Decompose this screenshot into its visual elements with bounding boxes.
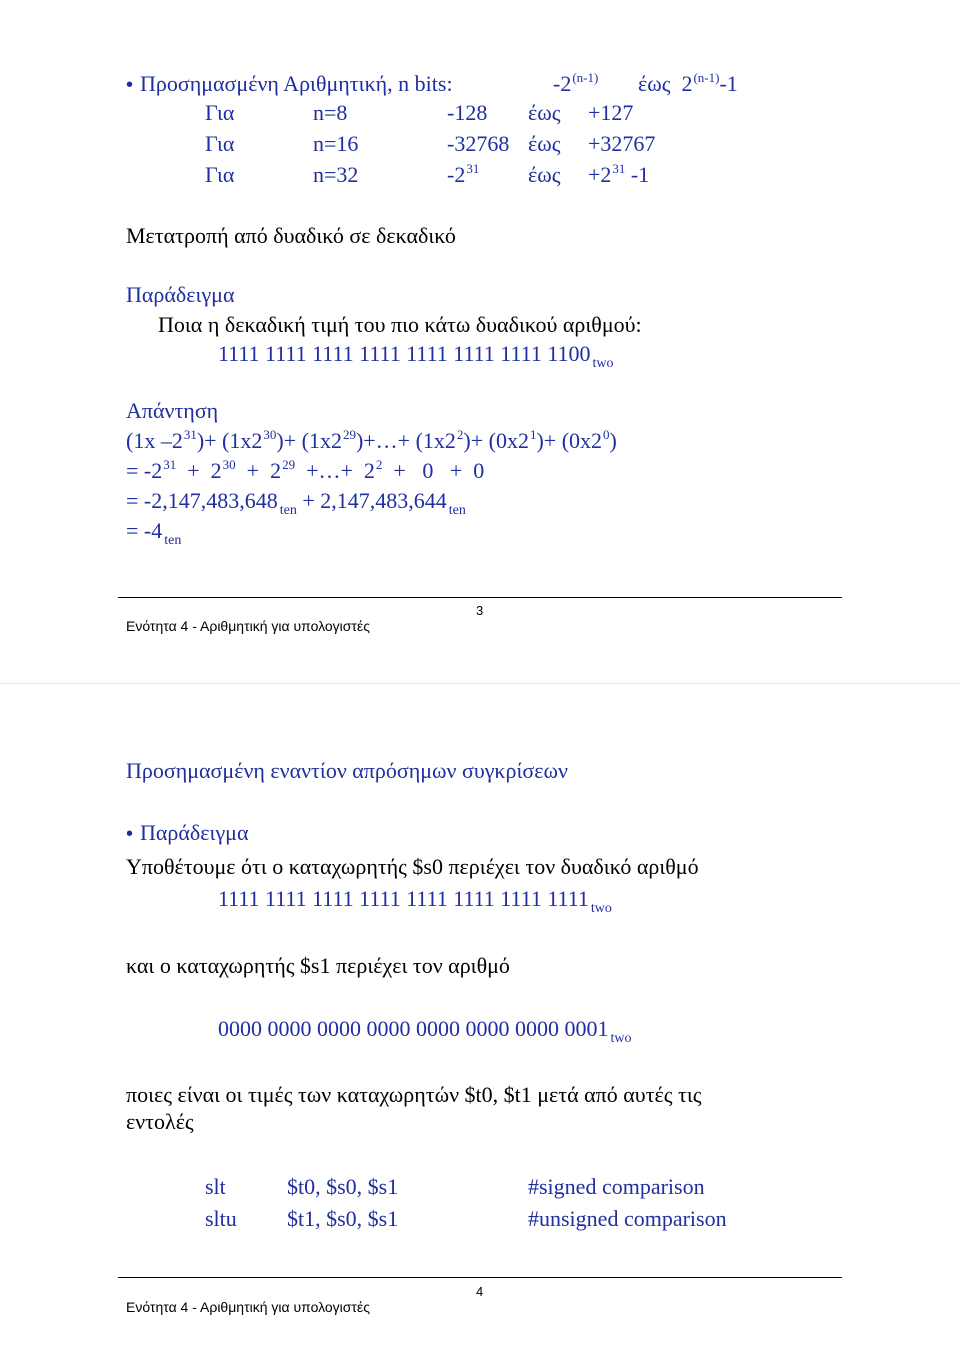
question-line-2: εντολές bbox=[126, 1109, 194, 1134]
binary-value: 1111 1111 1111 1111 1111 1111 1111 1100 $_{two}$ bbox=[218, 341, 614, 371]
slide-title: Προσημασμένη εναντίον απρόσημων συγκρίσεων bbox=[126, 758, 568, 783]
range-word: έως bbox=[528, 162, 561, 187]
range-word: έως bbox=[528, 100, 561, 125]
instruction-op: sltu bbox=[205, 1206, 237, 1231]
powers-line: = $-2^{31} + 2^{30} + 2^{29}$ +…+ $2^2 + 0 + 0$ bbox=[126, 457, 485, 483]
range-n: n=8 bbox=[313, 100, 348, 125]
conversion-title: Μετατροπή από δυαδικό σε δεκαδικό bbox=[126, 223, 456, 248]
range-n: n=32 bbox=[313, 162, 359, 187]
example-label: Παράδειγμα bbox=[126, 282, 235, 307]
example-question: Ποια η δεκαδική τιμή του πιο κάτω δυαδικού αριθμού: bbox=[158, 312, 642, 337]
range-label: Για bbox=[205, 162, 235, 187]
decimal-sum-line: = -2,147,483,648 $_{ten}$ + 2,147,483,644 $_{ten}$ bbox=[126, 488, 466, 518]
range-low: -32768 bbox=[447, 131, 510, 156]
range-label: Για bbox=[205, 100, 235, 125]
footer-rule bbox=[118, 597, 842, 598]
range-low: -128 bbox=[447, 100, 488, 125]
answer-label: Απάντηση bbox=[126, 398, 219, 423]
signed-range-formula: -2$^{(n-1)}$ bbox=[553, 70, 599, 96]
example-label: Παράδειγμα bbox=[140, 820, 249, 845]
signed-range-heading: Προσημασμένη Αριθμητική, n bits: bbox=[140, 71, 453, 96]
bullet: • bbox=[126, 823, 134, 845]
instruction-args: $t1, $s0, $s1 bbox=[287, 1206, 399, 1231]
range-word: έως bbox=[528, 131, 561, 156]
result-line: = -4 $_{ten}$ bbox=[126, 518, 182, 548]
expansion-line: (1x $-2^{31})+ (1x2^{30})+$ $(1x2^{29})+\dots+ (1x2^2)+ (0x2^1)+ (0x2^0)$ bbox=[126, 427, 617, 453]
range-high: $+2^{31}$ -1 bbox=[588, 161, 650, 187]
footer-text: Ενότητα 4 - Αριθμητική για υπολογιστές bbox=[126, 1299, 370, 1315]
question-line-1: ποιες είναι οι τιμές των καταχωρητών $t0, $t1 μετά από αυτές τις bbox=[126, 1082, 702, 1107]
bullet: • bbox=[126, 74, 134, 96]
instruction-op: slt bbox=[205, 1174, 226, 1199]
instruction-comment: #signed comparison bbox=[528, 1174, 705, 1199]
footer-rule bbox=[118, 1277, 842, 1278]
page-divider bbox=[0, 683, 960, 684]
s0-value: 1111 1111 1111 1111 1111 1111 1111 1111 $_{two}$ bbox=[218, 886, 612, 916]
assume-text: Υποθέτουμε ότι ο καταχωρητής $s0 περιέχει τον δυαδικό αριθμό bbox=[126, 854, 699, 879]
signed-range-upper: έως 2$^{(n-1)}$-1 bbox=[638, 70, 738, 96]
range-high: +32767 bbox=[588, 131, 656, 156]
page-number: 4 bbox=[476, 1284, 484, 1299]
range-n: n=16 bbox=[313, 131, 359, 156]
and-text: και ο καταχωρητής $s1 περιέχει τον αριθμό bbox=[126, 953, 510, 978]
page-number: 3 bbox=[476, 603, 484, 618]
range-label: Για bbox=[205, 131, 235, 156]
range-low: $-2^{31}$ bbox=[447, 161, 480, 187]
footer-text: Ενότητα 4 - Αριθμητική για υπολογιστές bbox=[126, 618, 370, 634]
range-high: +127 bbox=[588, 100, 634, 125]
s1-value: 0000 0000 0000 0000 0000 0000 0000 0001 $_{two}$ bbox=[218, 1016, 632, 1046]
instruction-comment: #unsigned comparison bbox=[528, 1206, 727, 1231]
instruction-args: $t0, $s0, $s1 bbox=[287, 1174, 399, 1199]
